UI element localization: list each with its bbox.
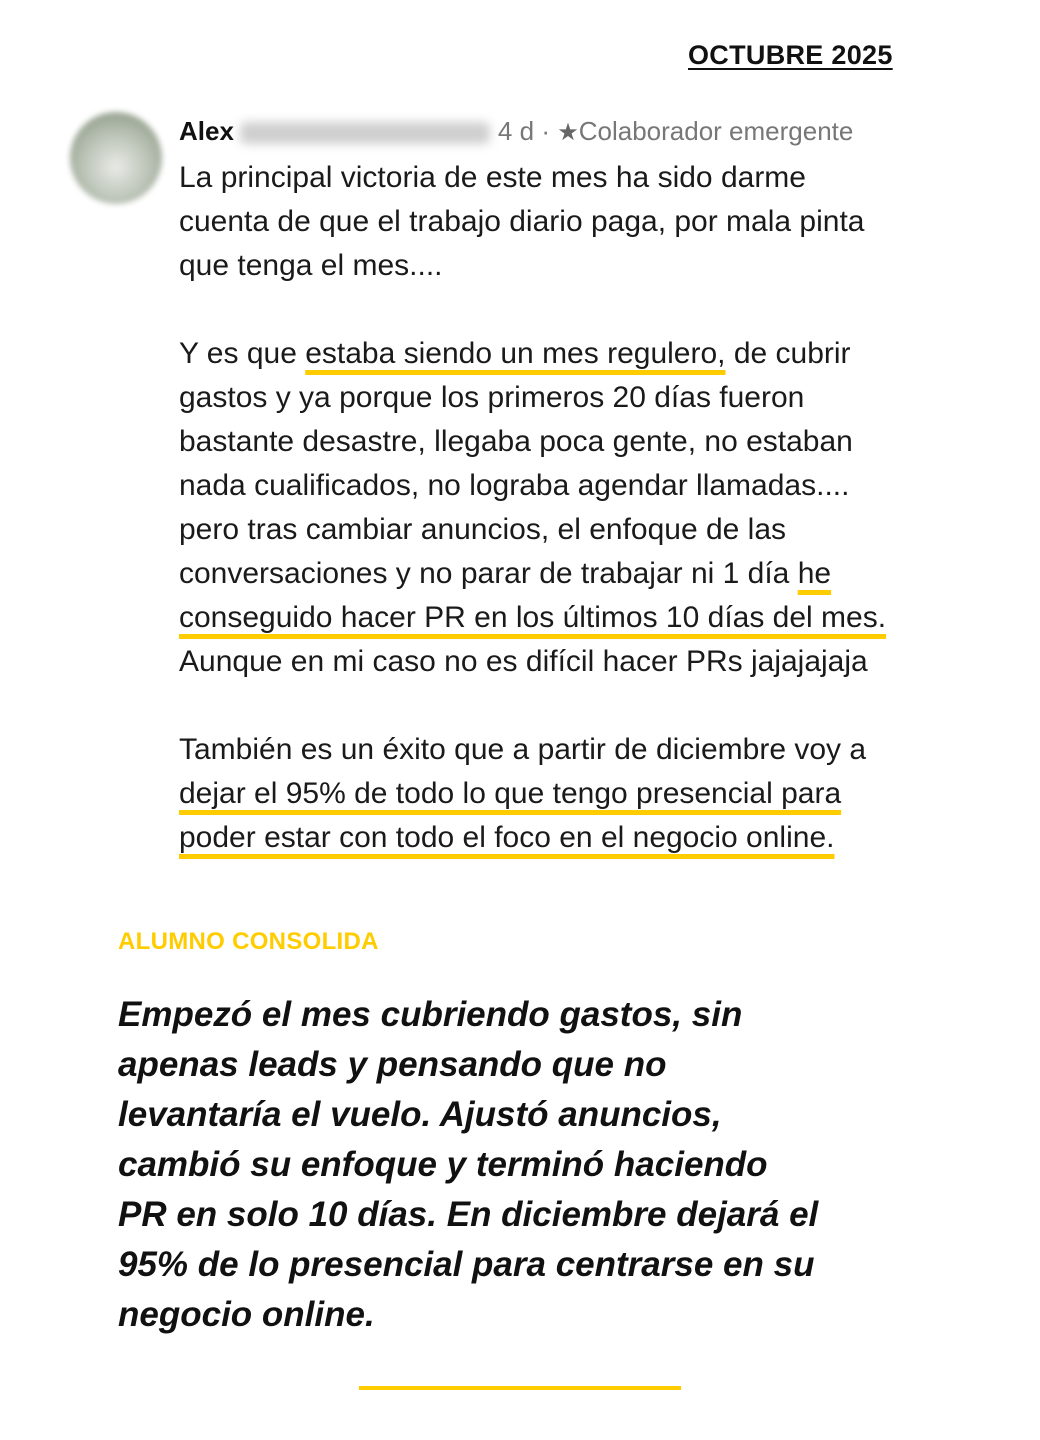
post-line (179, 200, 864, 244)
text-segment: La principal victoria de este mes ha sido darme (179, 161, 806, 194)
month-heading: OCTUBRE 2025 (688, 40, 893, 70)
summary-line: Empezó el mes cubriendo gastos, sin (118, 995, 743, 1034)
post-line (179, 728, 866, 772)
post-line (179, 376, 804, 420)
highlighted-text: dejar el 95% de todo lo que tengo presencial para (179, 777, 842, 810)
text-segment: Aunque en mi caso no es difícil hacer PRs jajajajaja (179, 645, 868, 678)
post-line (179, 596, 886, 640)
post-line (179, 332, 851, 376)
section-tag: ALUMNO CONSOLIDA (118, 928, 379, 955)
star-icon: ★ (557, 119, 579, 146)
summary-line: 95% de lo presencial para centrarse en su (118, 1245, 815, 1284)
post-line (179, 420, 853, 464)
post-line (179, 640, 868, 684)
text-segment: Y es que (179, 337, 306, 370)
author-name[interactable]: Alex (179, 116, 234, 146)
text-segment: gastos y ya porque los primeros 20 días fueron (179, 381, 805, 414)
meta-separator: · (541, 116, 550, 146)
post-line (179, 508, 786, 552)
highlighted-text: he (797, 557, 832, 590)
text-segment: de cubrir (725, 337, 851, 370)
post-time: 4 d (497, 116, 535, 146)
text-segment: También es un éxito que a partir de diciembre voy a (179, 733, 867, 766)
author-badge: Colaborador emergente (578, 116, 854, 146)
summary-line: apenas leads y pensando que no (118, 1045, 667, 1084)
post-line (179, 772, 841, 816)
post-line (179, 816, 834, 860)
highlighted-text: estaba siendo un mes regulero, (305, 337, 726, 370)
summary-line: cambió su enfoque y terminó haciendo (118, 1145, 768, 1184)
divider (359, 1386, 681, 1390)
post-meta (179, 116, 853, 147)
text-segment: pero tras cambiar anuncios, el enfoque de las (179, 513, 787, 546)
text-segment: cuenta de que el trabajo diario paga, por mala pinta (179, 205, 865, 238)
post-line (179, 552, 831, 596)
summary-line: PR en solo 10 días. En diciembre dejará el (118, 1195, 819, 1234)
text-segment: que tenga el mes.... (179, 249, 443, 282)
post-line (179, 156, 806, 200)
highlighted-text: poder estar con todo el foco en el negocio online. (179, 821, 835, 854)
text-segment: bastante desastre, llegaba poca gente, no estaban (179, 425, 853, 458)
text-segment: conversaciones y no parar de trabajar ni 1 día (179, 557, 798, 590)
avatar[interactable] (70, 112, 162, 204)
blurred-surname (240, 122, 490, 144)
post-line (179, 464, 849, 508)
text-segment: nada cualificados, no lograba agendar llamadas.... (179, 469, 850, 502)
highlighted-text: conseguido hacer PR en los últimos 10 días del mes. (179, 601, 887, 634)
summary-line: negocio online. (118, 1295, 375, 1334)
summary-line: levantaría el vuelo. Ajustó anuncios, (118, 1095, 722, 1134)
post-line (179, 244, 443, 288)
